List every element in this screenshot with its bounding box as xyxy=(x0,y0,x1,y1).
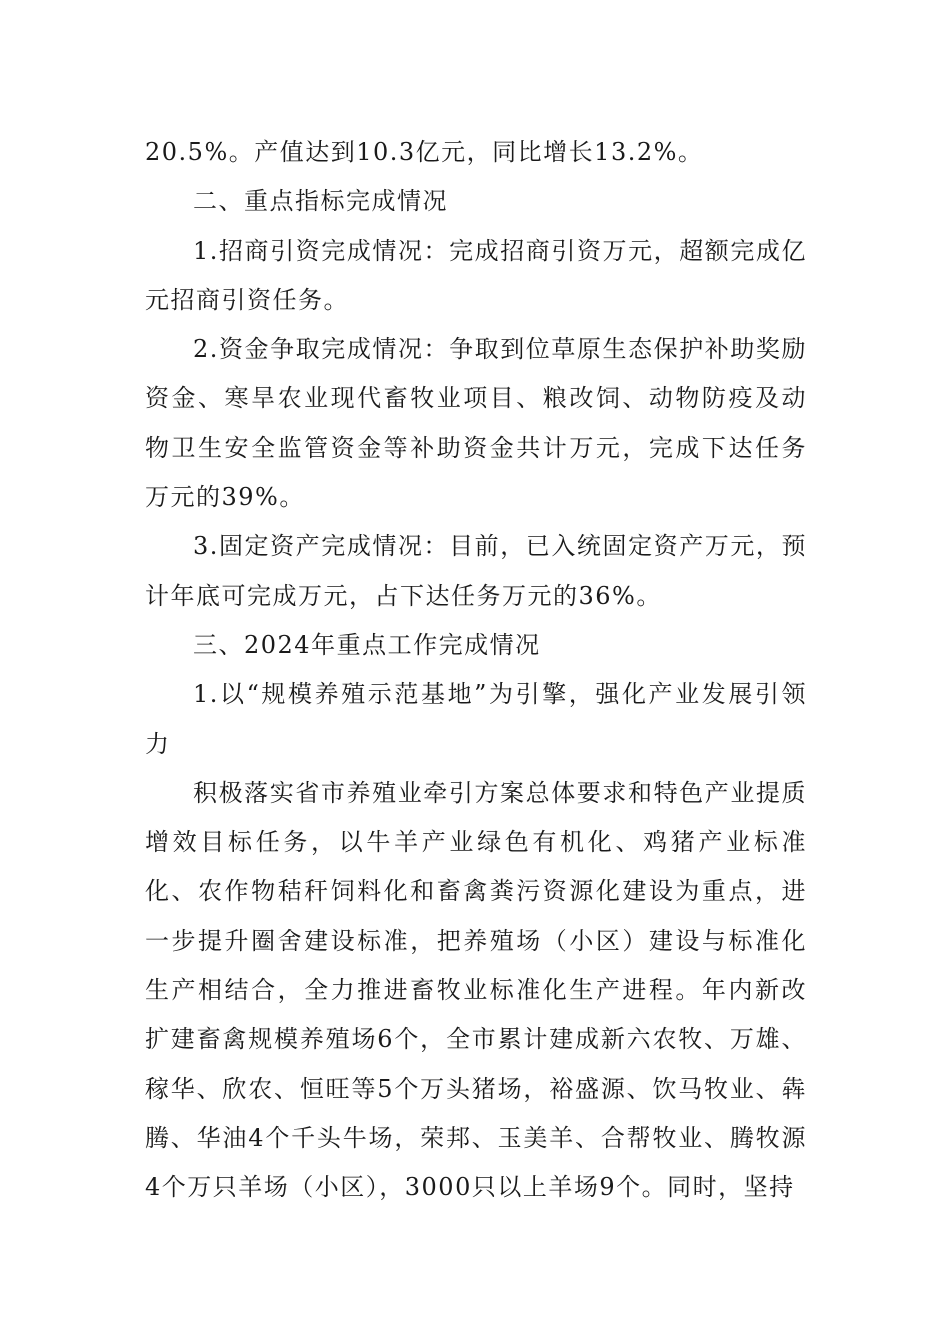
subheading-demonstration-base: 1.以“规模养殖示范基地”为引擎，强化产业发展引领力 xyxy=(145,680,807,758)
paragraph-livestock-development: 积极落实省市养殖业牵引方案总体要求和特色产业提质增效目标任务，以牛羊产业绿色有机化、鸡猪产业标准化、农作物秸秆饲料化和畜禽粪污资源化建设为重点，进一步提升圈舍建设标准，把养殖场（小区）建设与标准化生产相结合，全力推进畜牧业标准化生产进程。年内新改扩建畜禽规模养殖场6个，全市累计建成新六农牧、万雄、稼华、欣农、恒旺等5个万头猪场，裕盛源、饮马牧业、犇腾、华油4个千头牛场，荣邦、玉美羊、合帮牧业、腾牧源4个万只羊场（小区），3000只以上羊场9个。同时，坚持 xyxy=(145,778,807,1202)
section-heading-key-work: 三、2024年重点工作完成情况 xyxy=(193,630,541,659)
document-body xyxy=(145,128,807,1213)
paragraph-fixed-assets: 3.固定资产完成情况：目前，已入统固定资产万元，预计年底可完成万元，占下达任务万元的36%。 xyxy=(145,532,807,610)
section-heading-key-indicators: 二、重点指标完成情况 xyxy=(193,187,448,216)
paragraph-investment: 1.招商引资完成情况：完成招商引资万元，超额完成亿元招商引资任务。 xyxy=(145,236,807,314)
paragraph-funding: 2.资金争取完成情况：争取到位草原生态保护补助奖励资金、寒旱农业现代畜牧业项目、粮改饲、动物防疫及动物卫生安全监管资金等补助资金共计万元，完成下达任务万元的39%。 xyxy=(145,335,807,512)
paragraph-continuation: 20.5%。产值达到10.3亿元，同比增长13.2%。 xyxy=(145,138,704,166)
